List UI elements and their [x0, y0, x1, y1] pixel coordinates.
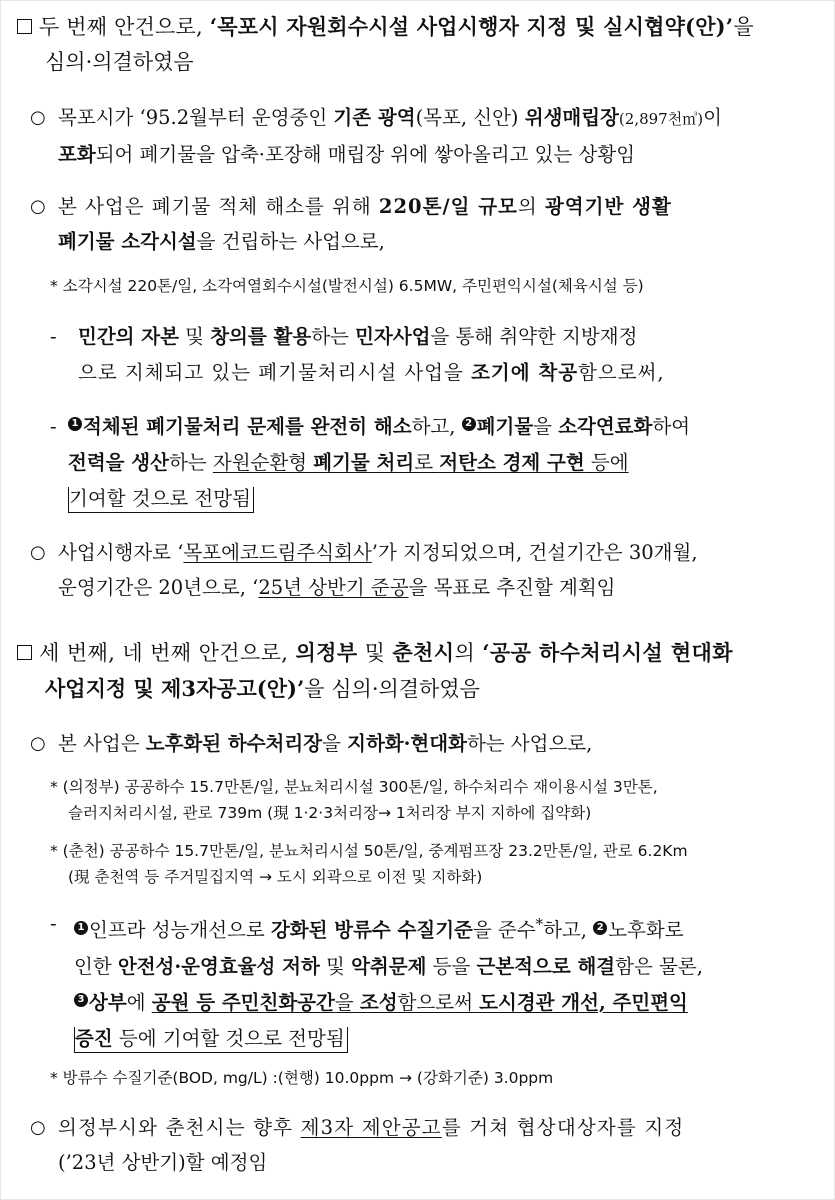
- dash-3: [50, 906, 703, 1057]
- text: 증진: [75, 1026, 113, 1050]
- text: *: [535, 915, 544, 933]
- section-2-heading: [17, 635, 822, 707]
- text: 에: [126, 990, 152, 1014]
- text: 목포시가 ‘95.2월부터 운영중인: [58, 106, 334, 129]
- text: 사업지정 및 제3자공고(안)’: [45, 676, 305, 701]
- note-2: [50, 774, 658, 826]
- dash-2: [50, 409, 690, 517]
- text: 하는: [311, 325, 356, 348]
- circle-bullet-icon: ○: [30, 1117, 46, 1138]
- text: 함으로써,: [578, 361, 665, 384]
- sec1-text: 두 번째 안건으로,: [32, 15, 210, 39]
- text: 위생매립장: [524, 106, 619, 129]
- text: 을 목표로 추진할 계획임: [408, 576, 616, 599]
- text: 광역기반 생활: [544, 195, 672, 218]
- text: 인한: [74, 954, 118, 978]
- text: 자원순환형: [212, 451, 314, 474]
- text: 폐기물 소각시설: [58, 230, 197, 253]
- text: 소각연료화: [558, 415, 653, 438]
- number-2-icon: 2: [593, 921, 607, 935]
- checkbox-square-icon: [17, 645, 32, 660]
- text: 노후화된 하수처리장: [145, 732, 323, 755]
- text: 전력을 생산: [68, 451, 169, 474]
- text: 의정부시와 춘천시는 향후: [58, 1116, 301, 1139]
- dash-marker: -: [50, 325, 57, 348]
- text: 하고,: [411, 415, 462, 438]
- number-2-icon: 2: [462, 417, 476, 431]
- text: 및: [178, 325, 211, 348]
- text: 을: [533, 415, 559, 438]
- text: * (의정부) 공공하수 15.7만톤/일, 분뇨처리시설 300톤/일, 하수처리수 재이용시설 3만톤,: [50, 778, 658, 796]
- text: 로: [414, 451, 440, 474]
- dash-marker: -: [50, 415, 57, 438]
- text: (’23년 상반기)할 예정임: [58, 1151, 268, 1174]
- text: 사업시행자로 ‘: [58, 541, 184, 564]
- text: 도시경관 개선, 주민편익: [479, 990, 688, 1014]
- dash-1: [50, 319, 665, 391]
- text: 노후화로: [608, 918, 684, 942]
- number-3-icon: 3: [74, 993, 88, 1007]
- text: 춘천시: [392, 640, 455, 665]
- text: 하고,: [543, 918, 594, 942]
- text: 안전성·운영효율성 저하: [117, 954, 320, 978]
- text: 및: [357, 641, 393, 665]
- sec1-text: 을: [733, 15, 754, 39]
- text: 상부: [89, 990, 127, 1014]
- text: 의: [517, 195, 545, 218]
- sec1-text: 심의·의결하였음: [45, 50, 194, 74]
- text: 기여할 것으로 전망됨: [68, 487, 254, 513]
- text: 하는 사업으로,: [466, 732, 593, 755]
- text: 적체된 폐기물처리 문제를 완전히 해소: [83, 415, 412, 438]
- bullet-3: [30, 535, 698, 605]
- text: 을 준수: [472, 918, 536, 942]
- text: 를 거쳐 협상대상자를 지정: [441, 1116, 685, 1139]
- text: 폐기물 처리: [313, 451, 415, 474]
- text: 하여: [652, 415, 691, 438]
- text: 강화된 방류수 수질기준: [270, 918, 473, 942]
- text: 함은 물론,: [615, 954, 703, 978]
- text: 본 사업은 폐기물 적체 해소를 위해: [58, 195, 379, 218]
- text: 을: [334, 990, 360, 1014]
- text: 을 심의·의결하였음: [304, 677, 480, 701]
- text: 등에 기여할 것으로 전망됨: [112, 1026, 345, 1050]
- circle-bullet-icon: ○: [30, 107, 46, 128]
- circle-bullet-icon: ○: [30, 733, 46, 754]
- text: 이: [703, 106, 722, 129]
- text: (現 춘천역 등 주거밀집지역 → 도시 외곽으로 이전 및 지하화): [68, 868, 483, 886]
- note-4: * 방류수 수질기준(BOD, mg/L) :(현행) 10.0ppm → (강화기준) 3.0ppm: [50, 1069, 554, 1087]
- text: 등에: [584, 451, 629, 474]
- text: 제3자 제안공고: [300, 1116, 442, 1139]
- text: (목포, 신안): [415, 106, 525, 129]
- text: 인프라 성능개선으로: [89, 918, 271, 942]
- text: 조성: [359, 990, 398, 1014]
- text: 목포에코드림주식회사: [183, 541, 372, 564]
- text: 저탄소 경제 구현: [439, 451, 585, 474]
- note-1: * 소각시설 220톤/일, 소각여열회수시설(발전시설) 6.5MW, 주민편익시설(체육시설 등): [50, 277, 644, 295]
- text: 포화: [58, 143, 96, 166]
- text: 을 건립하는 사업으로,: [196, 230, 385, 253]
- text: 조기에 착공: [471, 361, 579, 384]
- checkbox-square-icon: [17, 19, 32, 34]
- dash-marker: -: [50, 912, 57, 935]
- text: (2,897천㎥): [618, 110, 704, 128]
- text: 세 번째, 네 번째 안건으로,: [32, 641, 296, 665]
- bullet-4: [30, 726, 592, 761]
- text: 25년 상반기 준공: [258, 576, 409, 599]
- text: 을: [322, 732, 348, 755]
- text: 등을: [426, 954, 477, 978]
- bullet-2: [30, 189, 672, 259]
- number-1-icon: 1: [68, 417, 82, 431]
- text: 의: [454, 641, 483, 665]
- text: 근본적으로 해결: [476, 954, 616, 978]
- text: ‘공공 하수처리시설 현대화: [482, 640, 733, 665]
- text: 운영기간은 20년으로, ‘: [58, 576, 259, 599]
- bullet-1: [30, 100, 722, 172]
- text: 슬러지처리시설, 관로 739m (現 1·2·3처리장→ 1처리장 부지 지하에 집약화): [68, 804, 592, 822]
- text: 기존 광역: [333, 106, 416, 129]
- circle-bullet-icon: ○: [30, 542, 46, 563]
- text: 폐기물: [476, 415, 534, 438]
- text: 본 사업은: [58, 732, 146, 755]
- sec1-title: ‘목포시 자원회수시설 사업시행자 지정 및 실시협약(안)’: [209, 14, 734, 39]
- text: 으로 지체되고 있는 폐기물처리시설 사업을: [78, 361, 472, 384]
- bullet-5: [30, 1110, 684, 1180]
- section-1-heading: [17, 9, 822, 80]
- text: 되어 폐기물을 압축·포장해 매립장 위에 쌓아올리고 있는 상황임: [95, 143, 636, 166]
- text: 민간의 자본: [78, 325, 179, 348]
- text: 및: [319, 954, 352, 978]
- text: * (춘천) 공공하수 15.7만톤/일, 분뇨처리시설 50톤/일, 중계펌프장 23.2만톤/일, 관로 6.2Km: [50, 842, 688, 860]
- text: 220톤/일 규모: [378, 195, 518, 218]
- text: 을 통해 취약한 지방재정: [430, 325, 638, 348]
- text: 창의를 활용: [210, 325, 312, 348]
- text: ’가 지정되었으며, 건설기간은 30개월,: [371, 541, 698, 564]
- text: 함으로써: [397, 990, 480, 1014]
- note-3: [50, 838, 688, 890]
- text: 하는: [168, 451, 213, 474]
- number-1-icon: 1: [74, 921, 88, 935]
- text: 지하화·현대화: [347, 732, 467, 755]
- text: 악취문제: [351, 954, 427, 978]
- text: 민자사업: [355, 325, 431, 348]
- text: 공원 등 주민친화공간: [151, 990, 335, 1014]
- circle-bullet-icon: ○: [30, 196, 46, 217]
- text: 의정부: [295, 640, 358, 665]
